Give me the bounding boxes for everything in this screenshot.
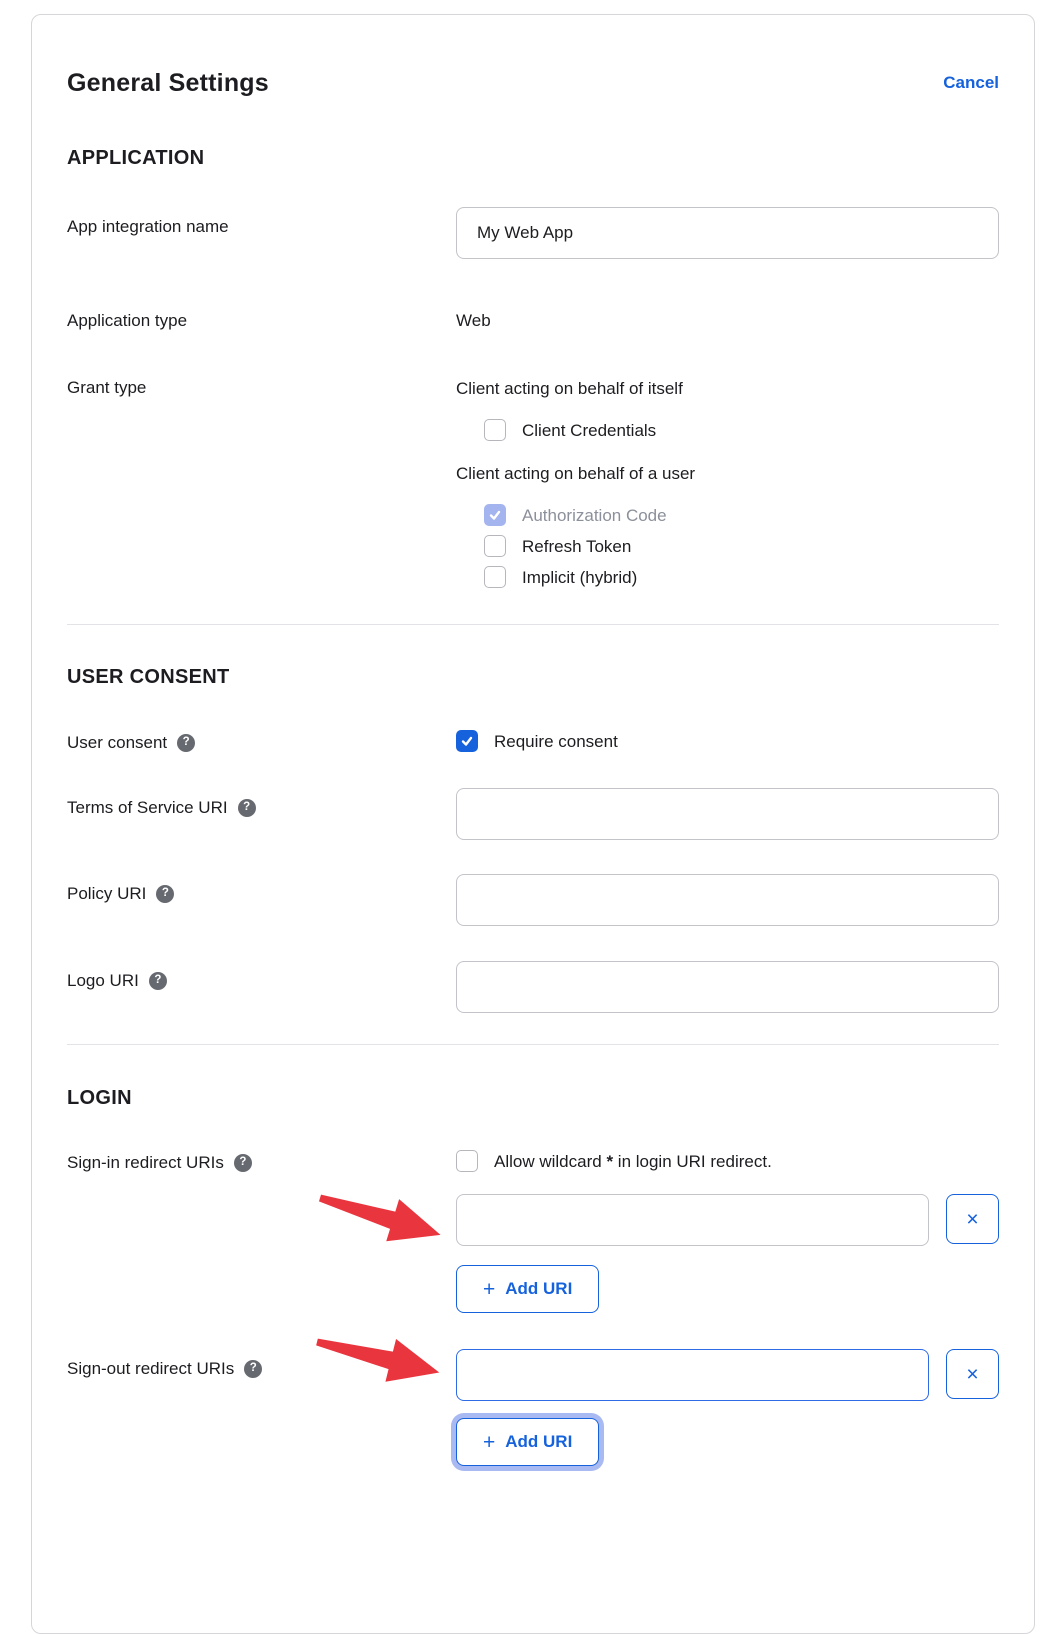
signin-redirect-uri-input[interactable] [456, 1194, 929, 1246]
checkbox-refresh-token[interactable] [484, 535, 999, 557]
checkbox-authorization-code [484, 504, 999, 526]
checkbox-require-consent[interactable] [456, 730, 999, 752]
signin-redirect-label: Sign-in redirect URIs [67, 1153, 224, 1172]
general-settings-card [31, 14, 1035, 1634]
remove-uri-button[interactable] [946, 1194, 999, 1244]
remove-uri-button[interactable] [946, 1349, 999, 1399]
signout-add-uri-button[interactable] [456, 1418, 599, 1466]
add-uri-label: Add URI [505, 1432, 573, 1451]
grant-type-row [67, 368, 999, 588]
user-consent-row [67, 730, 999, 753]
app-type-row [67, 301, 999, 331]
help-icon[interactable]: ? [244, 1360, 262, 1378]
signout-redirect-row [67, 1349, 999, 1466]
section-divider [67, 624, 999, 625]
signin-redirect-row [67, 1150, 999, 1313]
cancel-button[interactable]: Cancel [943, 73, 999, 92]
app-name-row [67, 207, 999, 259]
checkbox-allow-wildcard[interactable] [456, 1150, 999, 1172]
close-icon: × [966, 1207, 979, 1231]
logo-uri-row [67, 961, 999, 1013]
checkbox-implicit-hybrid[interactable] [484, 566, 999, 588]
checkbox-client-credentials[interactable] [484, 419, 999, 441]
checkbox-label: Require consent [494, 731, 618, 751]
checkbox-label: Authorization Code [522, 505, 667, 525]
page-title: General Settings [67, 69, 269, 97]
logo-uri-input[interactable] [456, 961, 999, 1013]
plus-icon: + [483, 1430, 496, 1454]
policy-uri-row [67, 874, 999, 926]
terms-of-service-row [67, 788, 999, 840]
checkbox-label: Implicit (hybrid) [522, 567, 638, 587]
signout-redirect-label: Sign-out redirect URIs [67, 1359, 235, 1378]
app-integration-name-input[interactable] [456, 207, 999, 259]
checkbox-checked-icon[interactable] [456, 730, 478, 752]
grant-type-label: Grant type [67, 378, 147, 397]
checkbox-checked-disabled-icon [484, 504, 506, 526]
logo-uri-label: Logo URI [67, 971, 139, 990]
terms-of-service-label: Terms of Service URI [67, 798, 228, 817]
user-consent-label: User consent [67, 733, 168, 752]
policy-uri-label: Policy URI [67, 884, 147, 903]
signin-uri-row [456, 1194, 999, 1246]
signout-uri-row [456, 1349, 999, 1401]
checkbox-icon[interactable] [456, 1150, 478, 1172]
grant-group-self-title: Client acting on behalf of itself [456, 379, 683, 398]
section-user-consent-title: USER CONSENT [67, 666, 230, 688]
close-icon: × [966, 1362, 979, 1386]
checkbox-label: Allow wildcard * in login URI redirect. [494, 1151, 772, 1171]
checkbox-icon[interactable] [484, 566, 506, 588]
app-integration-name-label: App integration name [67, 217, 229, 236]
policy-uri-input[interactable] [456, 874, 999, 926]
checkbox-icon[interactable] [484, 419, 506, 441]
section-login-title: LOGIN [67, 1087, 132, 1109]
section-application-title: APPLICATION [67, 147, 205, 169]
help-icon[interactable]: ? [177, 734, 195, 752]
checkbox-icon[interactable] [484, 535, 506, 557]
help-icon[interactable]: ? [149, 972, 167, 990]
grant-group-user-title: Client acting on behalf of a user [456, 464, 696, 483]
application-type-value: Web [456, 311, 491, 330]
add-uri-label: Add URI [505, 1279, 573, 1298]
section-divider [67, 1044, 999, 1045]
help-icon[interactable]: ? [234, 1154, 252, 1172]
card-header [67, 15, 999, 99]
help-icon[interactable]: ? [156, 885, 174, 903]
signout-redirect-uri-input[interactable] [456, 1349, 929, 1401]
plus-icon: + [483, 1277, 496, 1301]
help-icon[interactable]: ? [238, 799, 256, 817]
terms-of-service-input[interactable] [456, 788, 999, 840]
checkbox-label: Refresh Token [522, 536, 632, 556]
checkbox-label: Client Credentials [522, 420, 657, 440]
signin-add-uri-button[interactable] [456, 1265, 599, 1313]
application-type-label: Application type [67, 311, 188, 330]
